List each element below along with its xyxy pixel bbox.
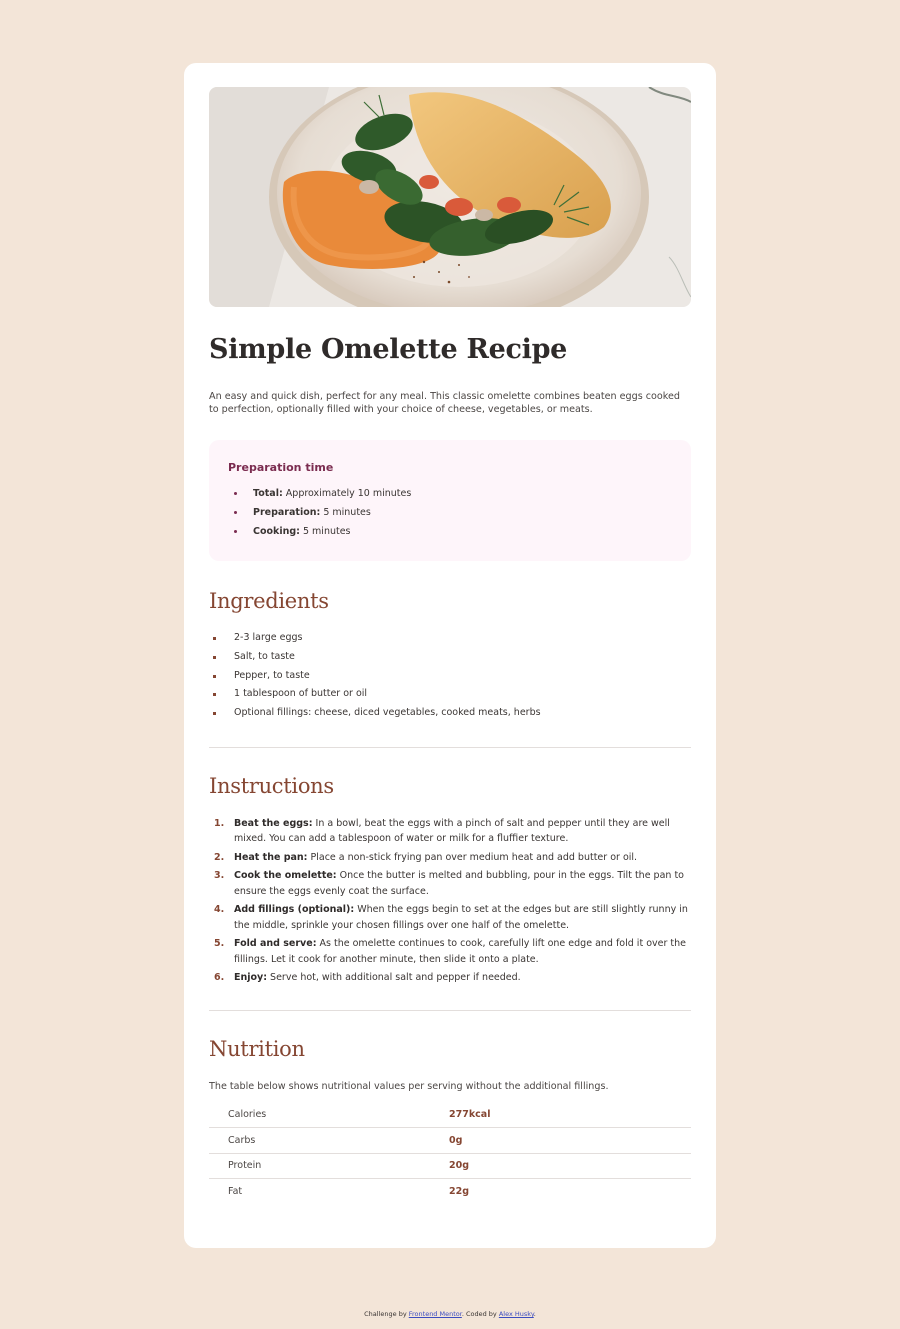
step-label: Beat the eggs:	[234, 817, 313, 829]
instruction-step	[209, 936, 691, 967]
nutrient-name: Protein	[209, 1153, 449, 1179]
prep-item-preparation	[234, 503, 672, 522]
footer-suffix: .	[533, 1310, 536, 1318]
instructions-heading: Instructions	[209, 773, 334, 798]
instructions-list	[209, 816, 691, 986]
prep-label: Cooking:	[253, 526, 300, 537]
nutrient-value: 22g	[449, 1186, 470, 1198]
nutrient-name: Fat	[228, 1186, 243, 1198]
table-row	[209, 1128, 691, 1154]
step-number: 6.	[214, 972, 225, 984]
step-text: Once the butter is melted and bubbling, pour in the eggs. Tilt the pan to ensure the eggs evenly coat the surface.	[234, 870, 684, 897]
divider	[209, 1010, 691, 1011]
nutrition-intro: The table below shows nutritional values per serving without the additional fillings.	[209, 1080, 609, 1092]
preparation-time-box	[209, 440, 691, 561]
step-label: Fold and serve:	[234, 938, 317, 950]
table-row	[209, 1179, 691, 1205]
recipe-intro: An easy and quick dish, perfect for any meal. This classic omelette combines beaten eggs cooked to perfection, optionally filled with your choice of cheese, vegetables, or meats.	[209, 391, 680, 415]
prep-item-total	[234, 484, 672, 503]
prep-label: Total:	[253, 488, 283, 499]
instruction-step	[209, 970, 691, 986]
step-text: In a bowl, beat the eggs with a pinch of salt and pepper until they are well mixed. You can add a tablespoon of water or milk for a fluffier texture.	[234, 817, 670, 845]
recipe-card	[184, 63, 716, 1248]
step-number: 5.	[214, 938, 225, 950]
list-item: 2-3 large eggs	[209, 629, 691, 648]
instruction-step	[209, 816, 691, 847]
nutrition-table	[209, 1102, 691, 1204]
prep-label: Preparation:	[253, 507, 321, 518]
step-label: Cook the omelette:	[234, 870, 337, 882]
step-text: When the eggs begin to set at the edges but are still slightly runny in the middle, sprinkle your chosen fillings over one half of the omelette.	[234, 904, 688, 931]
step-text: Place a non-stick frying pan over medium heat and add butter or oil.	[307, 851, 638, 863]
footer-middle: . Coded by	[461, 1310, 499, 1318]
instruction-step	[209, 902, 691, 933]
prep-item-cooking	[234, 522, 672, 541]
step-number: 2.	[214, 851, 225, 863]
ingredients-heading: Ingredients	[209, 589, 329, 613]
prep-value: Approximately 10 minutes	[282, 488, 412, 499]
prep-value: 5 minutes	[320, 507, 371, 518]
list-item: Optional fillings: cheese, diced vegetables, cooked meats, herbs	[209, 704, 691, 723]
nutrient-name: Calories	[209, 1102, 449, 1128]
list-item: Pepper, to taste	[209, 667, 691, 686]
nutrient-name: Carbs	[209, 1128, 449, 1154]
step-number: 1.	[214, 817, 225, 829]
frontend-mentor-link[interactable]: Frontend Mentor	[408, 1310, 462, 1318]
instruction-step	[209, 868, 691, 899]
author-link[interactable]: Alex Husky	[498, 1310, 534, 1318]
preparation-list	[228, 484, 672, 541]
divider	[209, 747, 691, 748]
prep-value: 5 minutes	[299, 526, 351, 537]
nutrient-value: 277kcal	[449, 1102, 691, 1128]
step-number: 3.	[214, 870, 225, 882]
nutrient-value: 20g	[449, 1153, 691, 1179]
step-number: 4.	[214, 904, 225, 916]
nutrient-value: 0g	[449, 1128, 691, 1154]
nutrition-heading: Nutrition	[209, 1036, 305, 1061]
table-row	[209, 1153, 691, 1179]
step-text: Serve hot, with additional salt and pepper if needed.	[267, 972, 521, 984]
step-label: Enjoy:	[234, 972, 268, 984]
list-item: 1 tablespoon of butter or oil	[209, 685, 691, 704]
step-text: As the omelette continues to cook, carefully lift one edge and fold it over the fillings. Let it cook for another minute, then slide it onto a plate.	[234, 938, 686, 965]
table-row	[209, 1102, 691, 1128]
step-label: Add fillings (optional):	[234, 904, 355, 916]
omelette-hero-image	[209, 87, 691, 307]
step-label: Heat the pan:	[234, 851, 308, 863]
footer-prefix: Challenge by	[364, 1310, 409, 1318]
ingredients-list	[209, 629, 691, 723]
attribution-footer	[0, 1310, 900, 1318]
list-item: Salt, to taste	[209, 648, 691, 667]
preparation-heading: Preparation time	[228, 461, 334, 474]
page-title: Simple Omelette Recipe	[209, 334, 568, 365]
instruction-step	[209, 850, 691, 866]
